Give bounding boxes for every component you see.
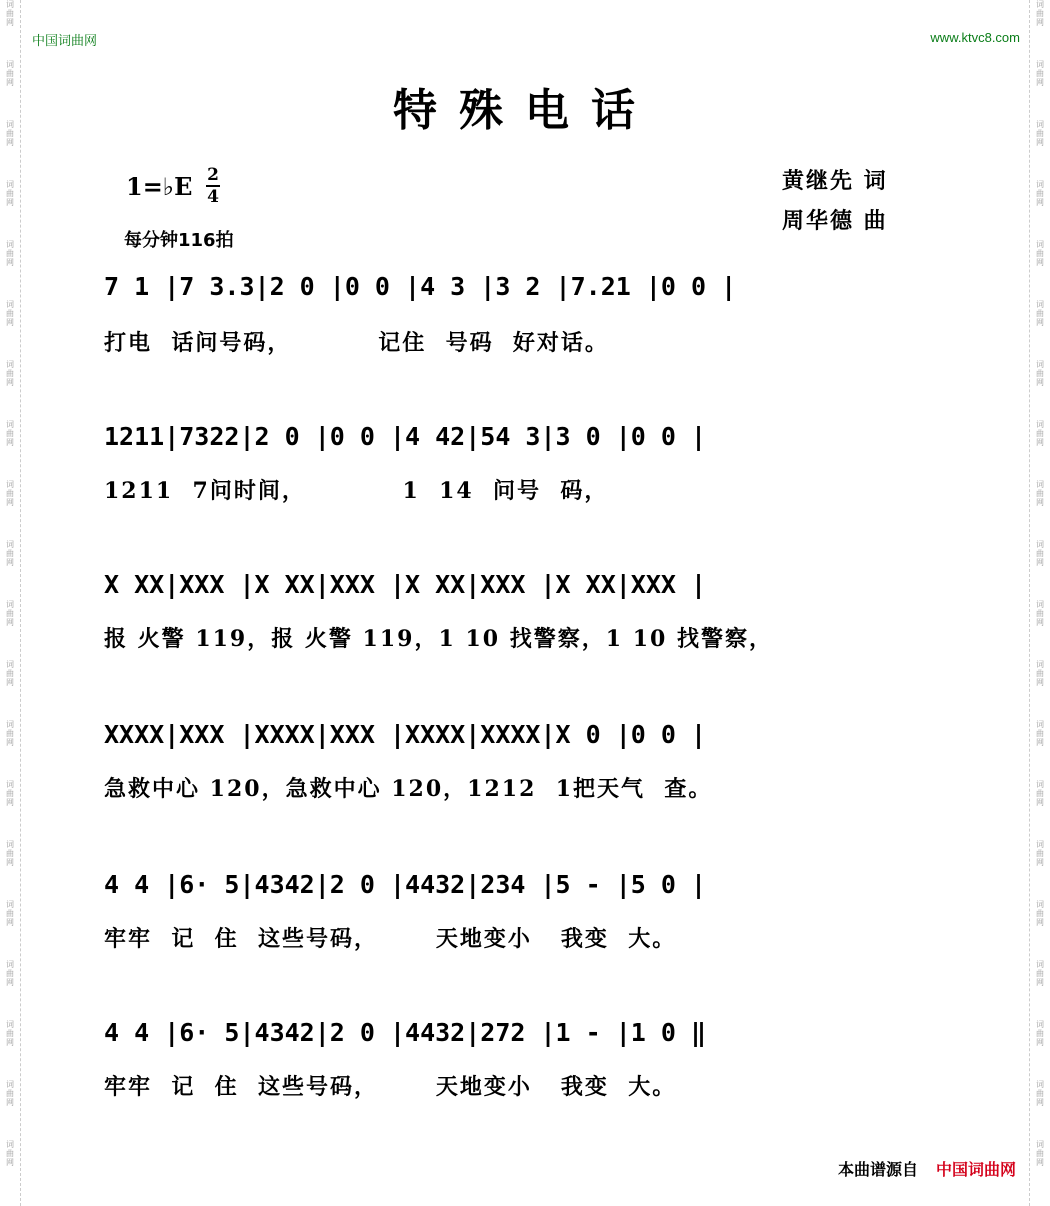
margin-watermark: 词 曲 网 (6, 780, 14, 807)
key-signature: 1=♭E (126, 172, 193, 201)
notation-line-3: X XX|XXX |X XX|XXX |X XX|XXX |X XX|XXX | (104, 570, 707, 599)
time-signature (206, 166, 220, 206)
margin-watermark: 词 曲 网 (1036, 240, 1044, 267)
margin-watermark: 词 曲 网 (6, 1080, 14, 1107)
source-footer (838, 1157, 1016, 1180)
margin-watermark: 词 曲 网 (6, 120, 14, 147)
lyrics-line-3: 报 火警 119，报 火警 119，1 10 找警察，1 10 找警察， (104, 626, 773, 652)
lyrics-line-2: 1211 7问时间， 1 14 问号 码， (104, 478, 609, 504)
margin-watermark: 词 曲 网 (1036, 0, 1044, 27)
notation-line-4: XXXX|XXX |XXXX|XXX |XXXX|XXXX|X 0 |0 0 | (104, 720, 707, 749)
margin-watermark: 词 曲 网 (1036, 1140, 1044, 1167)
time-signature-bottom: 4 (207, 187, 219, 207)
margin-watermark: 词 曲 网 (6, 900, 14, 927)
margin-watermark: 词 曲 网 (1036, 300, 1044, 327)
notation-line-5: 4 4 |6· 5|4342|2 0 |4432|234 |5 - |5 0 | (104, 870, 707, 899)
margin-watermark: 词 曲 网 (1036, 1080, 1044, 1107)
margin-watermark: 词 曲 网 (6, 60, 14, 87)
margin-watermark: 词 曲 网 (1036, 420, 1044, 447)
time-signature-top: 2 (207, 165, 219, 185)
lyricist-credit: 黄继先 词 (782, 168, 888, 194)
margin-watermark: 词 曲 网 (1036, 840, 1044, 867)
source-brand-link[interactable]: 中国词曲网 (935, 1160, 1016, 1179)
margin-watermark: 词 曲 网 (6, 540, 14, 567)
lyrics-line-6: 牢牢 记 住 这些号码， 天地变小 我变 大。 (104, 1074, 677, 1100)
margin-watermark: 词 曲 网 (6, 480, 14, 507)
margin-watermark: 词 曲 网 (6, 0, 14, 27)
margin-watermark: 词 曲 网 (6, 1140, 14, 1167)
margin-watermark: 词 曲 网 (1036, 900, 1044, 927)
lyrics-line-5: 牢牢 记 住 这些号码， 天地变小 我变 大。 (104, 926, 677, 952)
margin-watermark: 词 曲 网 (6, 180, 14, 207)
margin-watermark: 词 曲 网 (6, 840, 14, 867)
margin-watermark: 词 曲 网 (1036, 360, 1044, 387)
margin-watermark: 词 曲 网 (6, 600, 14, 627)
margin-watermark: 词 曲 网 (1036, 660, 1044, 687)
margin-watermark: 词 曲 网 (1036, 720, 1044, 747)
tempo-marking: 每分钟116拍 (124, 230, 234, 251)
margin-watermark: 词 曲 网 (6, 420, 14, 447)
notation-line-2: 1211|7322|2 0 |0 0 |4 42|54 3|3 0 |0 0 | (104, 422, 707, 451)
margin-watermark: 词 曲 网 (6, 960, 14, 987)
margin-watermark: 词 曲 网 (6, 360, 14, 387)
composer-credit: 周华德 曲 (782, 208, 888, 234)
lyrics-line-4: 急救中心 120，急救中心 120，1212 1把天气 查。 (104, 776, 713, 802)
margin-watermark: 词 曲 网 (1036, 180, 1044, 207)
source-label: 本曲谱源自 (837, 1160, 918, 1179)
notation-line-6: 4 4 |6· 5|4342|2 0 |4432|272 |1 - |1 0 ‖ (104, 1018, 707, 1047)
margin-watermark: 词 曲 网 (1036, 480, 1044, 507)
site-name-link[interactable]: 中国词曲网 (32, 34, 98, 49)
margin-watermark: 词 曲 网 (6, 660, 14, 687)
margin-watermark: 词 曲 网 (1036, 600, 1044, 627)
margin-watermark: 词 曲 网 (1036, 780, 1044, 807)
margin-watermark: 词 曲 网 (1036, 540, 1044, 567)
margin-watermark: 词 曲 网 (6, 240, 14, 267)
margin-watermark: 词 曲 网 (6, 720, 14, 747)
site-url-link[interactable]: www.ktvc8.com (930, 30, 1020, 45)
margin-watermark: 词 曲 网 (6, 1020, 14, 1047)
margin-watermark: 词 曲 网 (1036, 960, 1044, 987)
margin-watermark: 词 曲 网 (1036, 120, 1044, 147)
margin-watermark: 词 曲 网 (1036, 1020, 1044, 1047)
margin-watermark: 词 曲 网 (6, 300, 14, 327)
margin-watermark: 词 曲 网 (1036, 60, 1044, 87)
song-title: 特殊电话 (393, 85, 657, 136)
lyrics-line-1: 打电 话问号码， 记住 号码 好对话。 (104, 330, 609, 356)
notation-line-1: 7 1 |7 3.3|2 0 |0 0 |4 3 |3 2 |7.21 |0 0 | (104, 272, 737, 301)
